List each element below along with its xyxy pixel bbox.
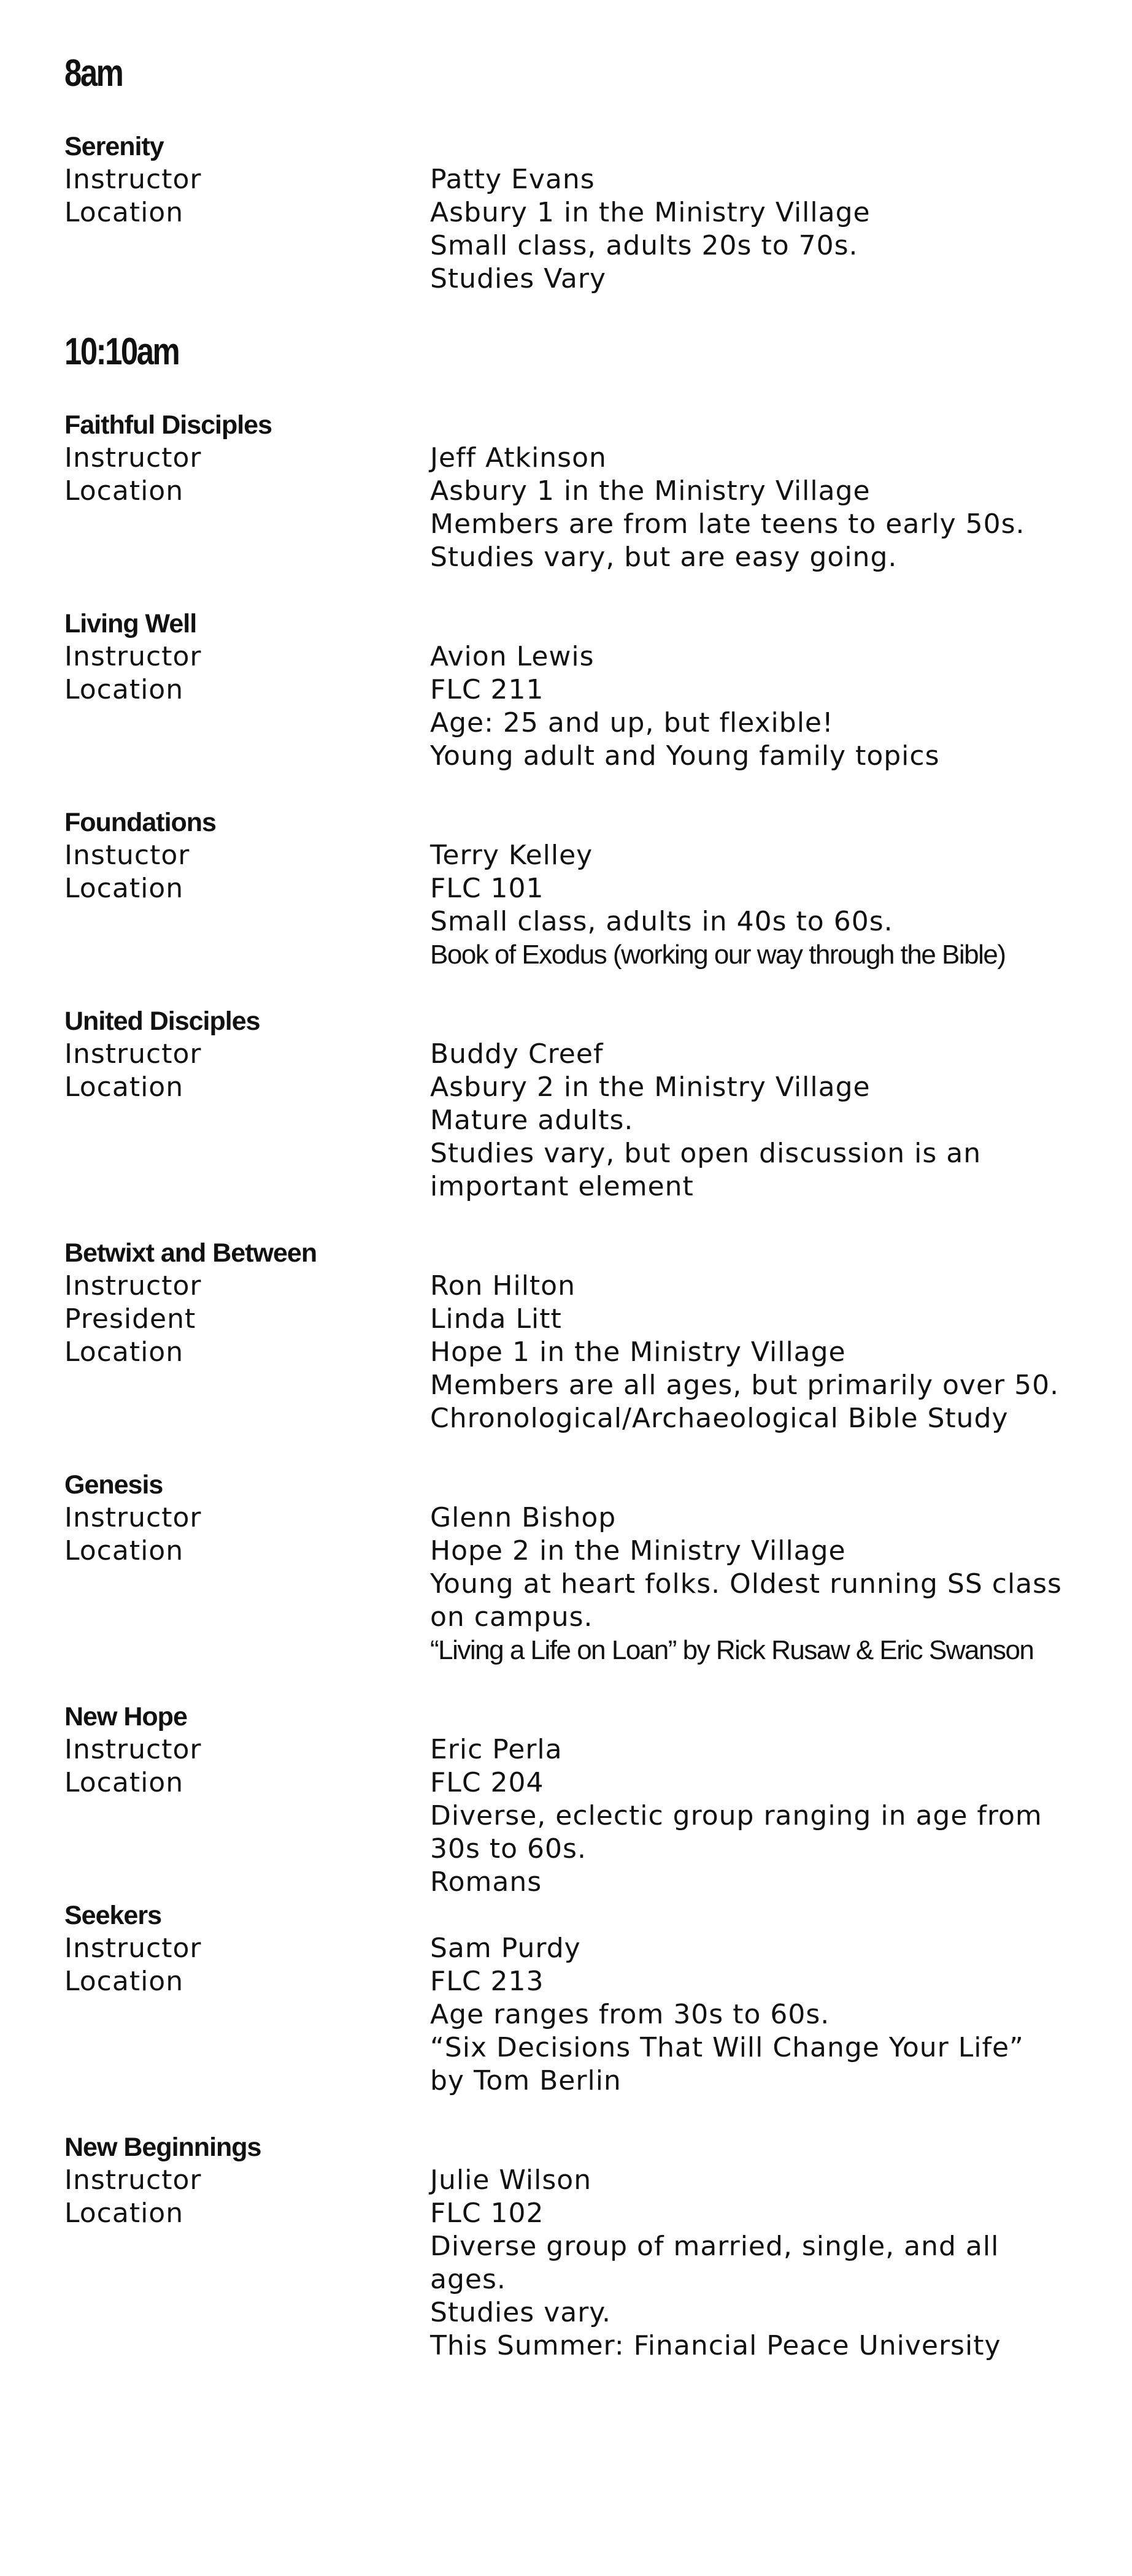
field-value: FLC 204 bbox=[430, 1767, 544, 1798]
class-description: “Six Decisions That Will Change Your Life” bbox=[430, 2032, 1024, 2063]
class-name: Serenity bbox=[64, 132, 164, 161]
class-description: Studies vary. bbox=[430, 2297, 612, 2328]
field-value: Linda Litt bbox=[430, 1303, 562, 1335]
field-value: Glenn Bishop bbox=[430, 1502, 617, 1533]
field-label: Location bbox=[64, 2198, 184, 2229]
field-label: Location bbox=[64, 475, 184, 507]
class-description: Small class, adults 20s to 70s. bbox=[430, 230, 858, 261]
class-block bbox=[64, 2131, 1071, 2363]
class-name: Seekers bbox=[64, 1901, 161, 1930]
field-label: Instructor bbox=[64, 1502, 202, 1533]
field-value: Terry Kelley bbox=[430, 840, 593, 871]
class-description: This Summer: Financial Peace University bbox=[430, 2330, 1001, 2361]
class-block bbox=[64, 1899, 1071, 2098]
field-value: FLC 211 bbox=[430, 674, 544, 705]
field-value: Asbury 1 in the Ministry Village bbox=[430, 197, 871, 228]
class-description: Mature adults. bbox=[430, 1105, 634, 1136]
field-value: FLC 101 bbox=[430, 873, 544, 904]
field-label: Location bbox=[64, 1071, 184, 1103]
class-description: “Living a Life on Loan” by Rick Rusaw & Eric Swanson bbox=[430, 1635, 1034, 1665]
class-name: New Hope bbox=[64, 1702, 187, 1731]
class-schedule bbox=[64, 49, 1071, 2363]
field-value: FLC 213 bbox=[430, 1966, 544, 1997]
field-value: Hope 2 in the Ministry Village bbox=[430, 1535, 846, 1566]
class-block bbox=[64, 408, 1071, 574]
field-value: Jeff Atkinson bbox=[430, 442, 607, 473]
field-label: Instructor bbox=[64, 2164, 202, 2196]
field-label: Location bbox=[64, 674, 184, 705]
field-label: Location bbox=[64, 1966, 184, 1997]
class-name: Betwixt and Between bbox=[64, 1238, 317, 1268]
class-name: Foundations bbox=[64, 808, 216, 837]
field-value: Hope 1 in the Ministry Village bbox=[430, 1336, 846, 1368]
class-block bbox=[64, 1005, 1071, 1203]
field-value: Patty Evans bbox=[430, 164, 595, 195]
class-description: Young at heart folks. Oldest running SS class bbox=[430, 1568, 1062, 1600]
field-value: FLC 102 bbox=[430, 2198, 544, 2229]
class-block bbox=[64, 1700, 1071, 1899]
class-block bbox=[64, 607, 1071, 773]
field-label: Instructor bbox=[64, 1038, 202, 1070]
class-name: New Beginnings bbox=[64, 2133, 261, 2162]
field-label: Instructor bbox=[64, 1933, 202, 1964]
class-description: Age: 25 and up, but flexible! bbox=[430, 707, 834, 738]
class-name: Living Well bbox=[64, 609, 197, 638]
class-description: Romans bbox=[430, 1866, 542, 1898]
time-heading: 8am bbox=[64, 52, 123, 94]
class-description: Studies vary, but are easy going. bbox=[430, 542, 898, 573]
class-name: United Disciples bbox=[64, 1006, 260, 1036]
class-description: 30s to 60s. bbox=[430, 1833, 587, 1865]
class-name: Genesis bbox=[64, 1470, 163, 1500]
field-value: Sam Purdy bbox=[430, 1933, 581, 1964]
class-description: by Tom Berlin bbox=[430, 2065, 622, 2096]
class-description: Members are from late teens to early 50s. bbox=[430, 508, 1025, 540]
field-value: Julie Wilson bbox=[430, 2164, 592, 2196]
field-value: Eric Perla bbox=[430, 1734, 563, 1765]
class-description: Chronological/Archaeological Bible Study bbox=[430, 1403, 1009, 1434]
class-block bbox=[64, 806, 1071, 972]
class-description: Studies Vary bbox=[430, 263, 606, 294]
field-value: Asbury 2 in the Ministry Village bbox=[430, 1071, 871, 1103]
field-label: Instructor bbox=[64, 164, 202, 195]
class-block bbox=[64, 1236, 1071, 1435]
class-description: Diverse group of married, single, and all ages. bbox=[430, 2231, 999, 2295]
field-label: Location bbox=[64, 1535, 184, 1566]
class-description: Book of Exodus (working our way through the Bible) bbox=[430, 940, 1006, 970]
class-description: Small class, adults in 40s to 60s. bbox=[430, 906, 893, 937]
field-label: Location bbox=[64, 873, 184, 904]
field-label: Instructor bbox=[64, 1270, 202, 1301]
class-name: Faithful Disciples bbox=[64, 410, 272, 440]
class-block bbox=[64, 1468, 1071, 1667]
class-description: Age ranges from 30s to 60s. bbox=[430, 1999, 830, 2030]
field-value: Avion Lewis bbox=[430, 641, 595, 672]
class-block bbox=[64, 130, 1071, 296]
field-label: President bbox=[64, 1303, 196, 1335]
field-label: Instructor bbox=[64, 1734, 202, 1765]
class-description: on campus. bbox=[430, 1601, 593, 1633]
class-description: Members are all ages, but primarily over 50. bbox=[430, 1370, 1060, 1401]
field-label: Instructor bbox=[64, 442, 202, 473]
class-description: Studies vary, but open discussion is an bbox=[430, 1138, 982, 1169]
field-label: Location bbox=[64, 197, 184, 228]
field-label: Instuctor bbox=[64, 840, 190, 871]
time-heading: 10:10am bbox=[64, 331, 179, 373]
field-value: Buddy Creef bbox=[430, 1038, 604, 1070]
field-label: Location bbox=[64, 1767, 184, 1798]
field-value: Asbury 1 in the Ministry Village bbox=[430, 475, 871, 507]
class-description: Young adult and Young family topics bbox=[430, 740, 940, 772]
class-description: important element bbox=[430, 1171, 694, 1202]
field-label: Instructor bbox=[64, 641, 202, 672]
field-value: Ron Hilton bbox=[430, 1270, 576, 1301]
field-label: Location bbox=[64, 1336, 184, 1368]
class-description: Diverse, eclectic group ranging in age from bbox=[430, 1800, 1042, 1831]
